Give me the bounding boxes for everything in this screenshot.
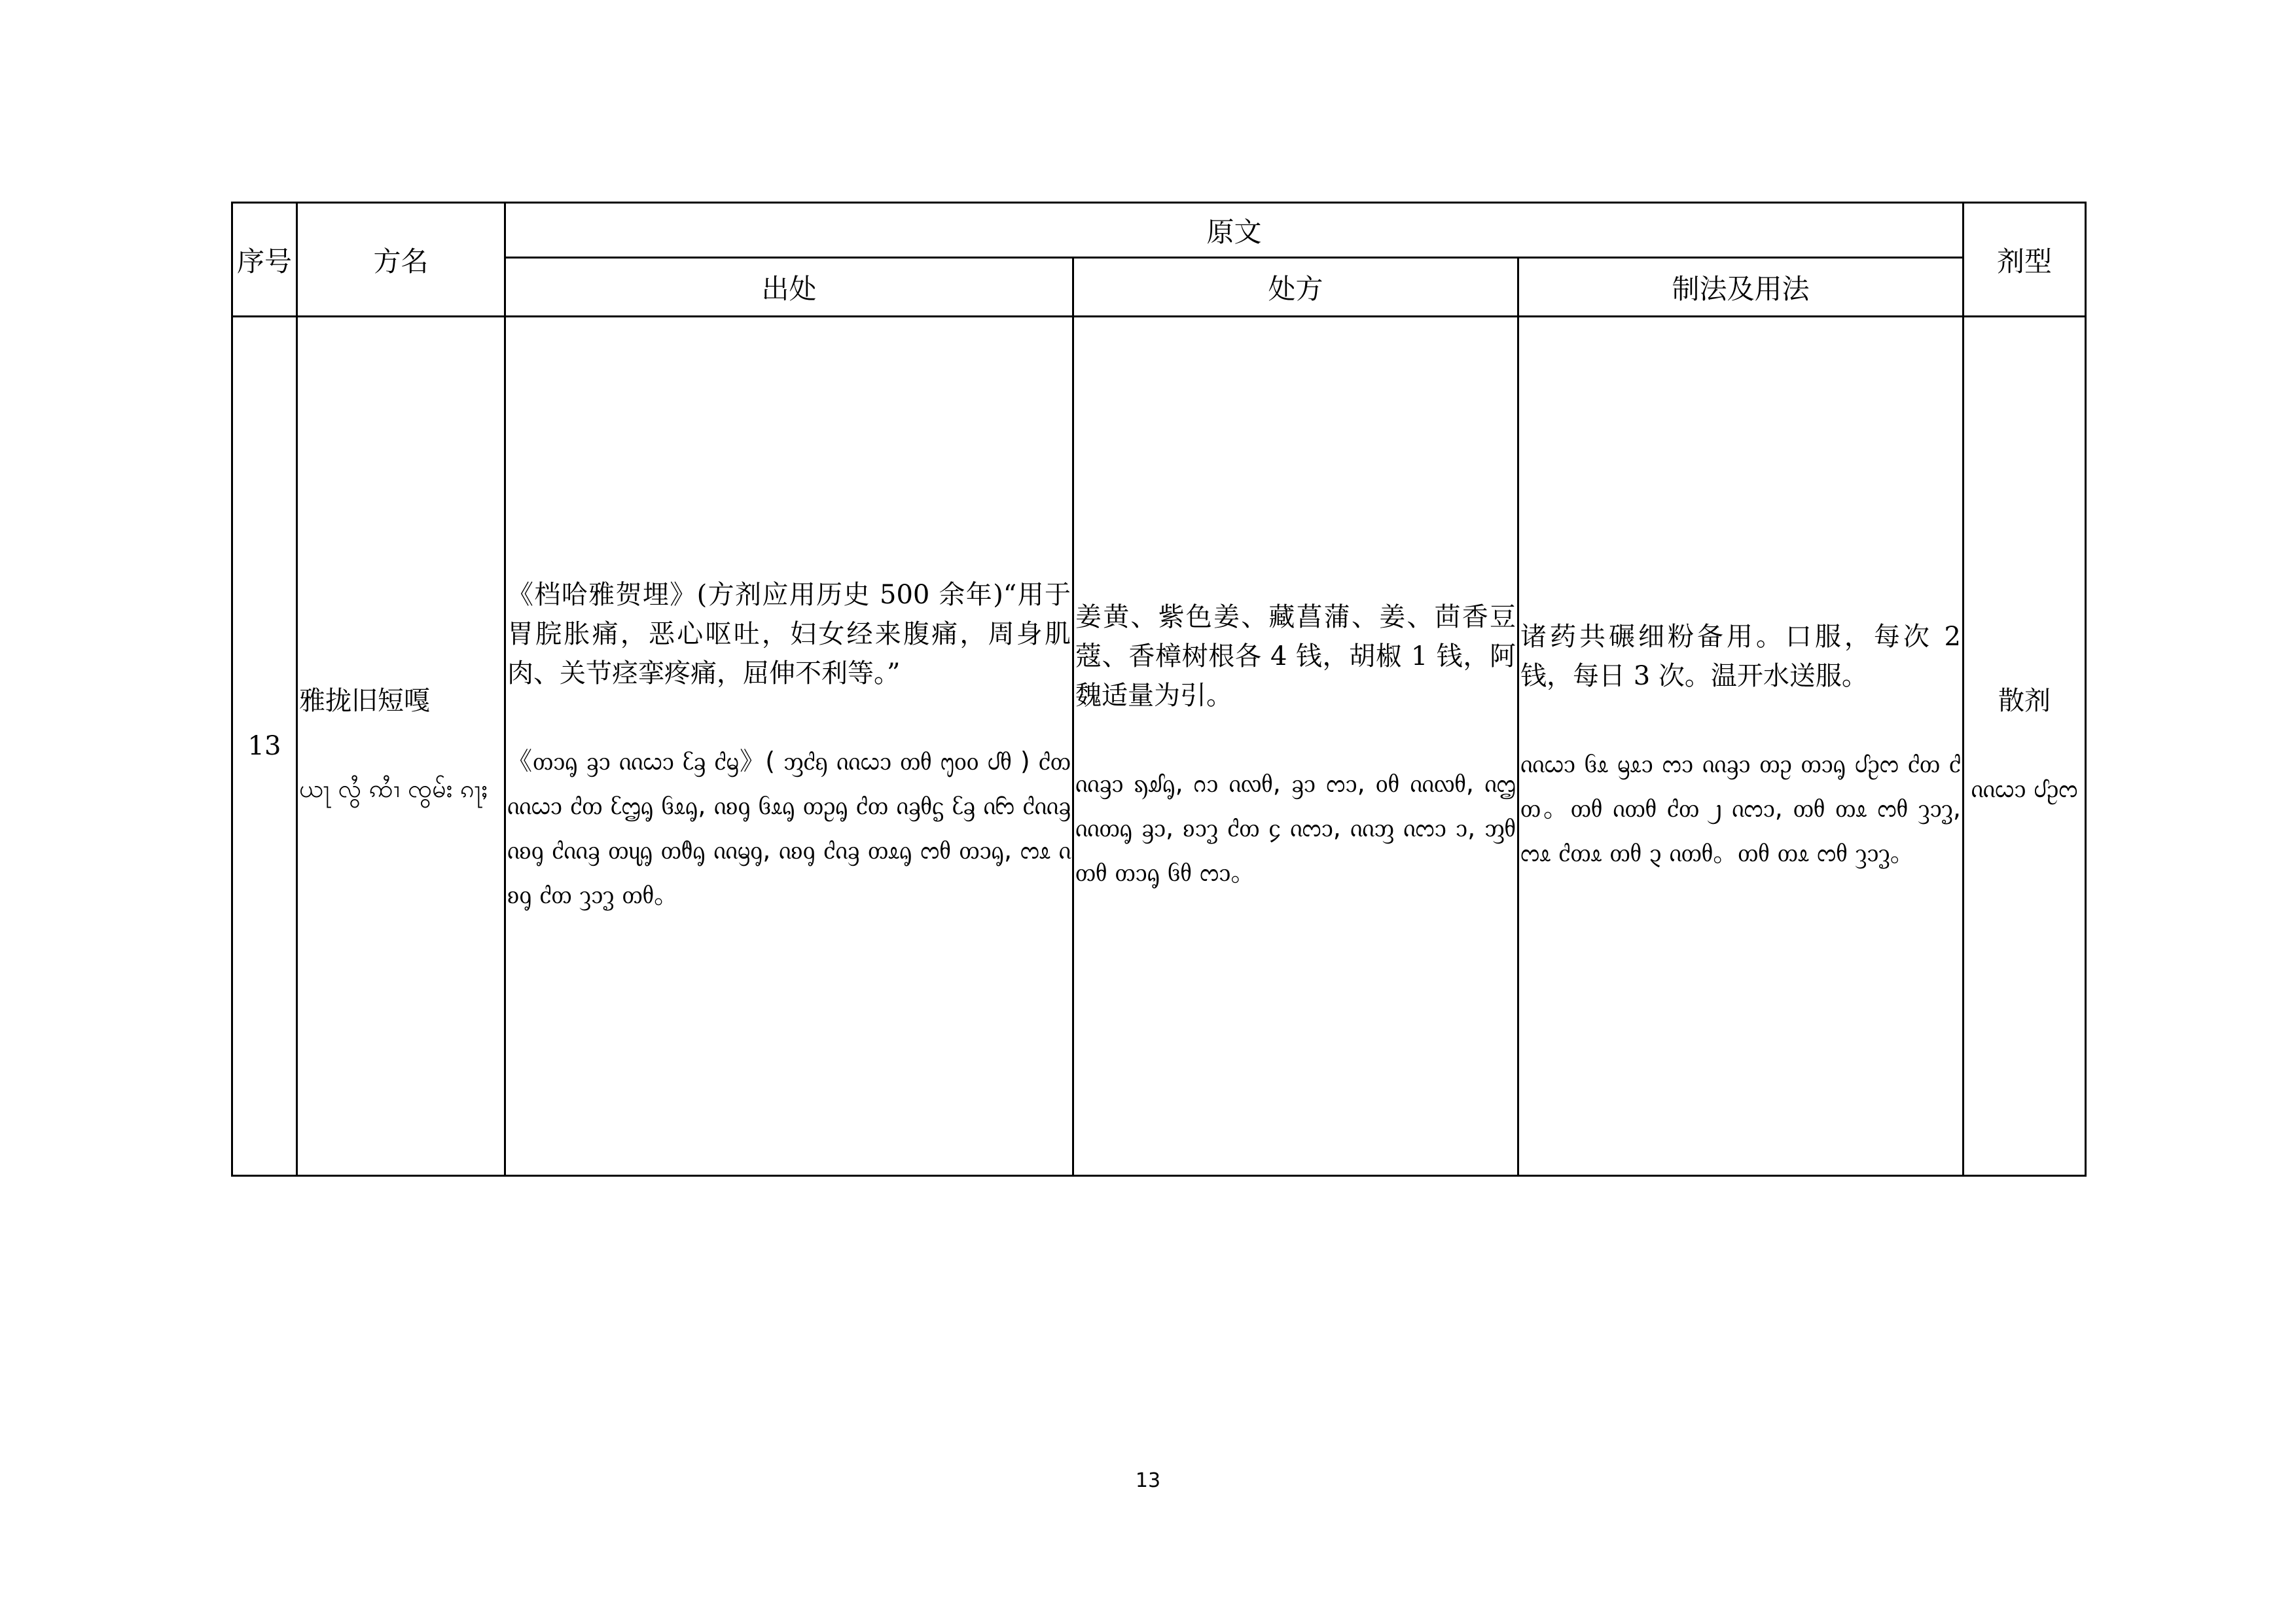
- cell-name: [297, 317, 505, 1176]
- source-dai: 《ᦎᦱᧂ ᦃᦱ ᦶᦍᦱ ᦷᦃ ᦺᦙ》( ᦀᦺᦏ ᦶᦍᦱ ᦎᦲ ᧕᧐᧐ ᦔᦲ ) ᦺᦎ ᦶᦍᦱ ᦺᦎ ᦷᦗᧂ ᦑᦸᧂ, ᦵᦈᧁ ᦑᦸᧂ ᦎᦳᧂ ᦺᦎ ᦵᦃᦲᧃ ᦷᦃ ᦵᦝ ᦺᦶᦃ ᦵᦈᧁ ᦺᦶᦃ ᦎᦴᧂ ᦎᦹᧂ ᦶᦙᧁ, ᦵᦈᧁ ᦺᦵᦃ ᦎᦸᧂ ᦂᦲ ᦎᦱᧂ, ᦂᦸ ᦵᦈᧁ ᦺᦎ ᦡᦱᧆ ᦎᦲ。: [507, 747, 1071, 909]
- header-source: 出处: [505, 258, 1073, 317]
- dosage-form-zh: 散剂: [1998, 686, 2051, 716]
- prescription-zh: 姜黄、紫色姜、藏菖蒲、姜、茴香豆蔻、香樟树根各 4 钱，胡椒 1 钱，阿魏适量为引。: [1075, 602, 1516, 711]
- header-name: 方名: [297, 203, 505, 317]
- header-original: 原文: [505, 203, 1964, 258]
- table-row: [232, 317, 2086, 1176]
- name-dai: ယႃ လွႆ ꩡၢႆ ၸွမ်း ၵႃႈ: [299, 774, 488, 803]
- preparation-dai: ᦶᦍᦱ ᦑᦸ ᦙᦸᦱ ᦂᦱ ᦶᦃᦱ ᦎᦳ ᦎᦱᧂ ᦔᦳᦂ ᦺᦎ ᦺᦎ。ᦎᦲ ᦵᦎᦲ ᦺᦎ ᧒ ᦵᦂᦱ, ᦎᦲ ᦎᦸ ᦂᦲ ᦡᦱᧆ, ᦂᦸ ᦺᦎᦸ ᦎᦲ ᧓ ᦵᦎᦲ。ᦎᦲ ᦎᦸ ᦂᦲ ᦡᦱᧆ。: [1520, 749, 1962, 867]
- prescription-dai: ᦶᦃᦱ ᦣᦾᧂ, ᦅᦱ ᦵᦟᦲ, ᦃᦱ ᦂᦱ, ᦞᦲ ᦶᦟᦲ, ᦵᦗ ᦶᦎᧂ ᦃᦱ, ᦈᦱᧆ ᦺᦎ ᧔ ᦵᦂᦱ, ᦶᦀ ᦵᦂᦱ ᧑, ᦀᦲ ᦎᦲ ᦎᦱᧂ ᦑᦲ ᦂᦱ。: [1075, 769, 1516, 887]
- source-zh: 《档哈雅贺埋》(方剂应用历史 500 余年)“用于胃脘胀痛，恶心呕吐，妇女经来腹痛，周身肌肉、关节痉挛疼痛，屈伸不利等。”: [507, 580, 1071, 688]
- page-number: 13: [1135, 1469, 1161, 1492]
- cell-seq: [232, 317, 297, 1176]
- header-dosage-form: 剂型: [1964, 203, 2086, 317]
- cell-preparation: [1518, 317, 1964, 1176]
- header-seq: 序号: [232, 203, 297, 317]
- preparation-zh: 诸药共碾细粉备用。口服，每次 2 钱，每日 3 次。温开水送服。: [1520, 622, 1962, 691]
- prescription-table: [231, 202, 2087, 1177]
- cell-source: [505, 317, 1073, 1176]
- cell-dosage-form: [1964, 317, 2086, 1176]
- seq-value: 13: [247, 731, 281, 761]
- header-preparation: 制法及用法: [1518, 258, 1964, 317]
- header-prescription: 处方: [1073, 258, 1518, 317]
- cell-prescription: [1073, 317, 1518, 1176]
- dosage-form-dai: ᦶᦍᦱ ᦔᦳᦂ: [1971, 774, 2078, 803]
- name-zh: 雅拢旧短嘎: [299, 686, 430, 716]
